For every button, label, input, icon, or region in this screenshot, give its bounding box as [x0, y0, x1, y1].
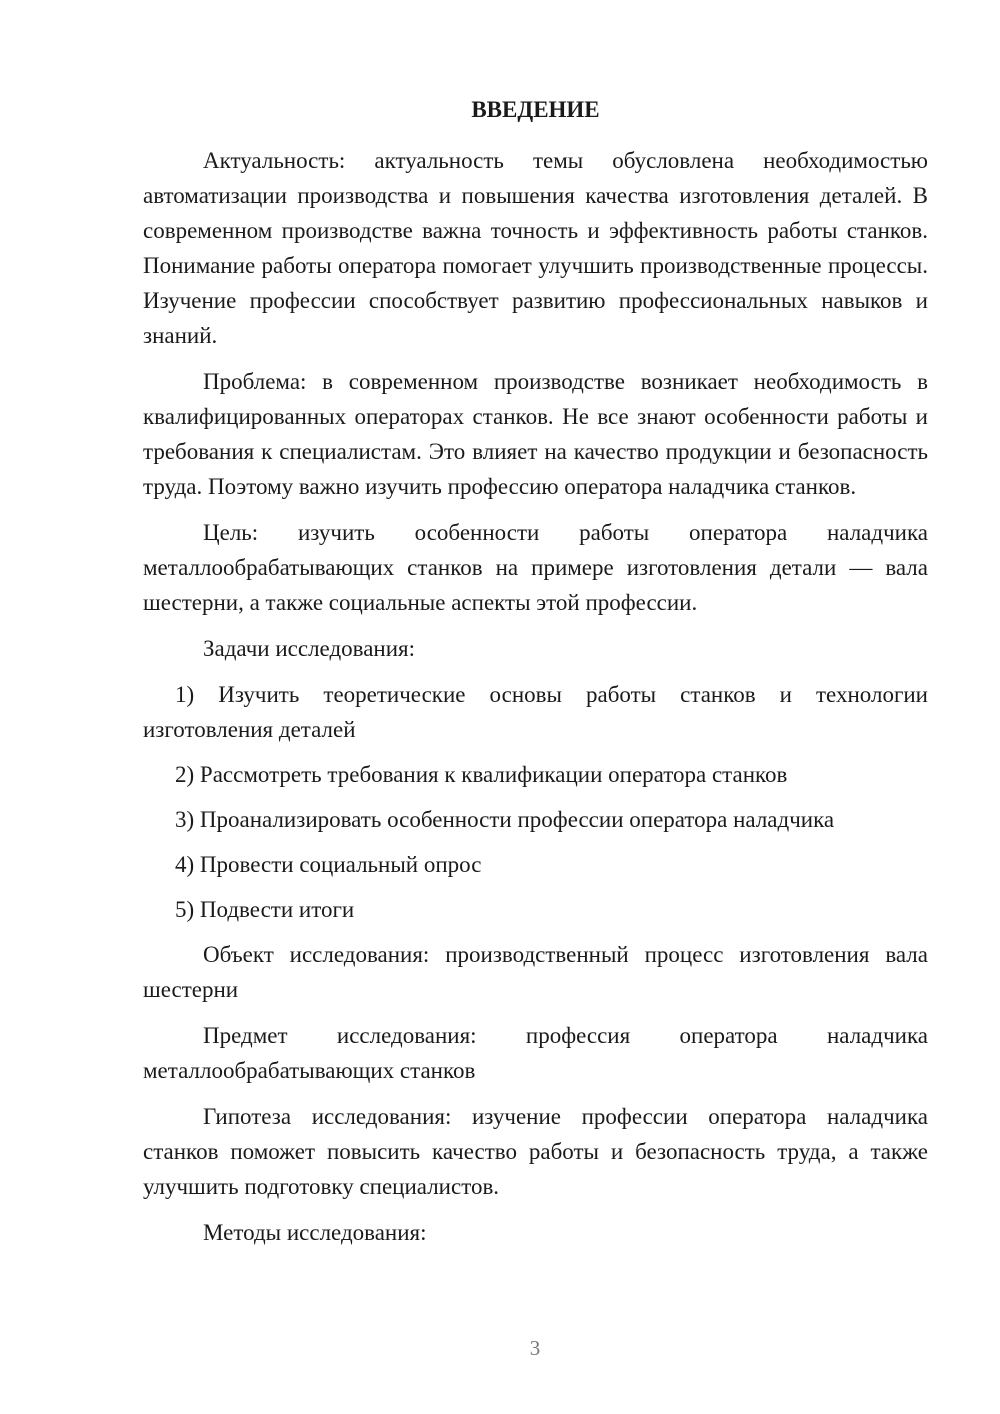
paragraph-problem: Проблема: в современном производстве возникает необходимость в квалифицированных операторах станков. Не все знают особенности работы и требования к специалистам. Это влияет на качество продукции и безопасность труда. Поэтому важно изучить профессию оператора наладчика станков.	[143, 369, 928, 499]
page-number: 3	[529, 1336, 541, 1360]
paragraph-object: Объект исследования: производственный процесс изготовления вала шестерни	[143, 942, 928, 1002]
paragraph-subject: Предмет исследования: профессия оператора наладчика металлообрабатывающих станков	[143, 1023, 928, 1083]
task-item-5: 5) Подвести итоги	[175, 897, 355, 922]
paragraph-relevance: Актуальность: актуальность темы обусловлена необходимостью автоматизации производства и повышения качества изготовления деталей. В современном производстве важна точность и эффективность работы станков. Понимание работы оператора помогает улучшить производственные процессы. Изучение профессии способствует развитию профессиональных навыков и знаний.	[143, 148, 928, 348]
task-item-2: 2) Рассмотреть требования к квалификации оператора станков	[175, 762, 788, 787]
task-item-1: 1) Изучить теоретические основы работы станков и технологии изготовления деталей	[143, 682, 928, 742]
paragraph-hypothesis: Гипотеза исследования: изучение профессии оператора наладчика станков поможет повысить качество работы и безопасность труда, а также улучшить подготовку специалистов.	[143, 1104, 928, 1199]
paragraph-methods: Методы исследования:	[203, 1220, 427, 1245]
section-title: ВВЕДЕНИЕ	[471, 97, 600, 122]
page-content	[143, 92, 928, 1261]
paragraph-goal: Цель: изучить особенности работы оператора наладчика металлообрабатывающих станков на примере изготовления детали — вала шестерни, а также социальные аспекты этой профессии.	[143, 520, 928, 615]
task-item-3: 3) Проанализировать особенности профессии оператора наладчика	[175, 807, 835, 832]
paragraph-tasks-heading: Задачи исследования:	[203, 636, 416, 661]
task-item-4: 4) Провести социальный опрос	[175, 852, 482, 877]
